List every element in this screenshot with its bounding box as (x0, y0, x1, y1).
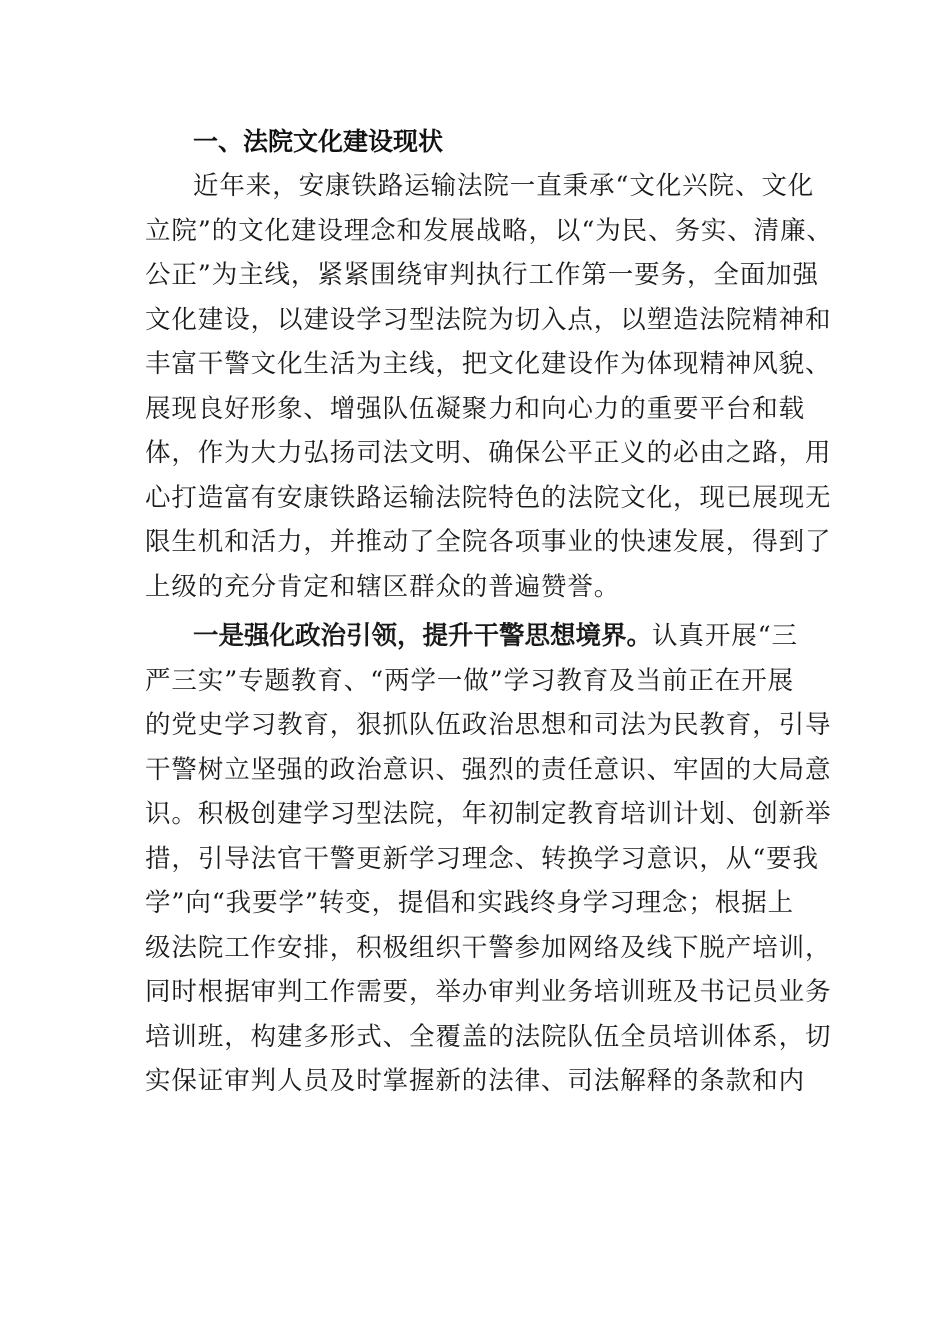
paragraph-line: 的党史学习教育，狠抓队伍政治思想和司法为民教育，引导 (145, 710, 832, 740)
paragraph-line: 培训班，构建多形式、全覆盖的法院队伍全员培训体系，切 (145, 1021, 832, 1052)
paragraph-line: 展现良好形象、增强队伍凝聚力和向心力的重要平台和载 (145, 393, 806, 424)
paragraph-line: 立院”的文化建设理念和发展战略，以“为民、务实、清廉、 (145, 215, 833, 246)
paragraph-line: 公正”为主线，紧紧围绕审判执行工作第一要务，全面加强 (145, 260, 819, 290)
paragraph-lead-bold: 一是强化政治引领，提升干警思想境界。 (193, 621, 653, 651)
paragraph-line: 实保证审判人员及时掌握新的法律、司法解释的条款和内 (145, 1066, 806, 1096)
paragraph-line: 限生机和活力，并推动了全院各项事业的快速发展，得到了 (145, 527, 832, 557)
paragraph-line: 级法院工作安排，积极组织干警参加网络及线下脱产培训， (145, 932, 832, 963)
paragraph-line: 近年来，安康铁路运输法院一直秉承“文化兴院、文化 (193, 171, 815, 201)
paragraph-line: 严三实”专题教育、“两学一做”学习教育及当前正在开展 (145, 665, 795, 696)
paragraph-first-line (145, 614, 813, 659)
paragraph-line: 丰富干警文化生活为主线，把文化建设作为体现精神风貌、 (145, 349, 832, 379)
section-heading: 一、法院文化建设现状 (193, 127, 444, 156)
paragraph-line: 学”向“我要学”转变，提倡和实践终身学习理念；根据上 (145, 888, 795, 918)
paragraph-culture-status (145, 164, 833, 609)
paragraph-line: 识。积极创建学习型法院，年初制定教育培训计划、创新举 (145, 799, 832, 829)
paragraph-line: 措，引导法官干警更新学习理念、转换学习意识，从“要我 (145, 843, 819, 874)
paragraph-line: 文化建设，以建设学习型法院为切入点，以塑造法院精神和 (145, 304, 832, 335)
paragraph-line: 心打造富有安康铁路运输法院特色的法院文化，现已展现无 (145, 482, 832, 513)
paragraph-political-leadership (145, 614, 832, 1104)
paragraph-first-line-rest: 认真开展“三 (652, 621, 798, 651)
paragraph-line: 体，作为大力弘扬司法文明、确保公平正义的必由之路，用 (145, 438, 832, 468)
paragraph-line: 上级的充分肯定和辖区群众的普遍赞誉。 (145, 571, 621, 602)
paragraph-line: 干警树立坚强的政治意识、强烈的责任意识、牢固的大局意 (145, 754, 832, 785)
paragraph-line: 同时根据审判工作需要，举办审判业务培训班及书记员业务 (145, 977, 832, 1007)
